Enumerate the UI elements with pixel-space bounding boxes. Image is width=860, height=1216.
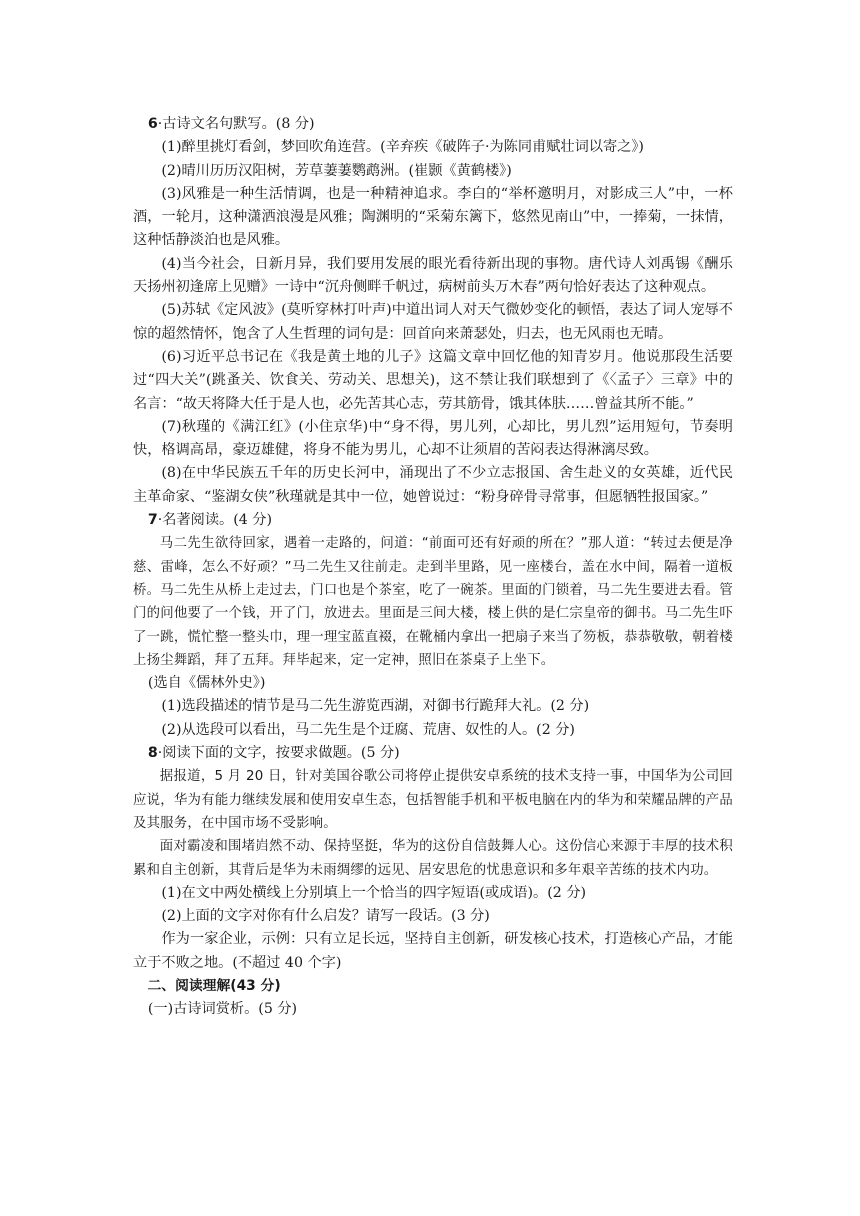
q6-item-8: (8)在中华民族五千年的历史长河中，涌现出了不少立志报国、舍生赴义的女英雄，近代民主革命家、“鉴湖女侠”秋瑾就是其中一位，她曾说过：“粉身碎骨寻常事，但愿牺牲报国家。”: [133, 465, 733, 505]
q7-source: (选自《儒林外史》): [147, 675, 266, 692]
q6-item-5: (5)苏轼《定风波》(莫听穿林打叶声)中道出词人对天气微妙变化的顿悟，表达了词人宠辱不惊的超然情怀，饱含了人生哲理的词句是：回首向来萧瑟处，归去，也无风雨也无晴。: [133, 302, 733, 342]
question-title: ·阅读下面的文字，按要求做题。(5 分): [157, 745, 400, 762]
question-8-heading: [133, 742, 733, 765]
q8-item-1: (1)在文中两处横线上分别填上一个恰当的四字短语(或成语)。(2 分): [161, 884, 587, 901]
question-number: 6: [147, 116, 158, 132]
q8-paragraph-1: 据报道，5 月 20 日，针对美国谷歌公司将停止提供安卓系统的技术支持一事，中国华为公司回应说，华为有能力继续发展和使用安卓生态，包括智能手机和平板电脑在内的华为和荣耀品牌的产品及其服务，在中国市场不受影响。: [133, 769, 733, 831]
q7-item-1: (1)选段描述的情节是马二先生游览西湖，对御书行跪拜大礼。(2 分): [161, 698, 590, 715]
subsection-heading: (一)古诗词赏析。(5 分): [147, 1001, 298, 1018]
question-number: 8: [147, 745, 158, 762]
q7-passage: 马二先生欲待回家，遇着一走路的，问道：“前面可还有好顽的所在？”那人道：“转过去便是净慈、雷峰，怎么不好顽？”马二先生又往前走。走到半里路，见一座楼台，盖在水中间，隔着一道板桥。马二先生从桥上走过去，门口也是个茶室，吃了一碗茶。里面的门锁着，马二先生要进去看。管门的问他要了一个钱，开了门，放进去。里面是三间大楼，楼上供的是仁宗皇帝的御书。马二先生吓了一跳，慌忙整一整头巾，理一理宝蓝直裰，在靴桶内拿出一把扇子来当了笏板，恭恭敬敬，朝着楼上扬尘舞蹈，拜了五拜。拜毕起来，定一定神，照旧在茶桌子上坐下。: [133, 536, 733, 668]
question-title: ·古诗文名句默写。(8 分): [157, 116, 315, 132]
question-6-heading: [133, 113, 733, 136]
q6-item-4: (4)当今社会，日新月异，我们要用发展的眼光看待新出现的事物。唐代诗人刘禹锡《酬乐天扬州初逢席上见赠》一诗中“沉舟侧畔千帆过，病树前头万木春”两句恰好表达了这种观点。: [133, 255, 733, 296]
section-heading: 二、阅读理解(43 分): [147, 977, 281, 994]
q8-answer: 作为一家企业，示例：只有立足长远，坚持自主创新，研发核心技术，打造核心产品，才能立于不败之地。(不超过 40 个字): [133, 931, 733, 971]
q6-item-1: (1)醉里挑灯看剑，梦回吹角连营。(辛弃疾《破阵子·为陈同甫赋壮词以寄之》): [161, 139, 644, 156]
document-page: [133, 113, 733, 1022]
q6-item-2: (2)晴川历历汉阳树，芳草萋萋鹦鹉洲。(崔颢《黄鹤楼》): [161, 162, 512, 179]
q6-item-7: (7)秋瑾的《满江红》(小住京华)中“身不得，男儿列，心却比，男儿烈”运用短句，节奏明快，格调高昂，豪迈雄健，将身不能为男儿，心却不让须眉的苦闷表达得淋漓尽致。: [133, 418, 733, 459]
q7-item-2: (2)从选段可以看出，马二先生是个迂腐、荒唐、奴性的人。(2 分): [161, 721, 575, 738]
q6-item-3: (3)风雅是一种生活情调，也是一种精神追求。李白的“举杯邀明月，对影成三人”中，一杯酒，一轮月，这种潇洒浪漫是风雅；陶渊明的“采菊东篱下，悠然见南山”中，一捧菊，一抹情，这种恬静淡泊也是风雅。: [133, 185, 733, 249]
question-title: ·名著阅读。(4 分): [157, 512, 273, 529]
q8-item-2: (2)上面的文字对你有什么启发？请写一段话。(3 分): [161, 908, 490, 925]
question-7-heading: [133, 509, 733, 532]
question-number: 7: [147, 512, 158, 529]
q6-item-6: (6)习近平总书记在《我是黄土地的儿子》这篇文章中回忆他的知青岁月。他说那段生活要过“四大关”(跳蚤关、饮食关、劳动关、思想关)，这不禁让我们联想到了《〈孟子〉三章》中的名言：“故天将降大任于是人也，必先苦其心志，劳其筋骨，饿其体肤……曾益其所不能。”: [133, 348, 733, 412]
q8-paragraph-2: 面对霸凌和围堵岿然不动、保持坚挺，华为的这份自信鼓舞人心。这份信心来源于丰厚的技术积累和自主创新，其背后是华为未雨绸缪的远见、居安思危的忧患意识和多年艰辛苦练的技术内功。: [133, 839, 733, 878]
